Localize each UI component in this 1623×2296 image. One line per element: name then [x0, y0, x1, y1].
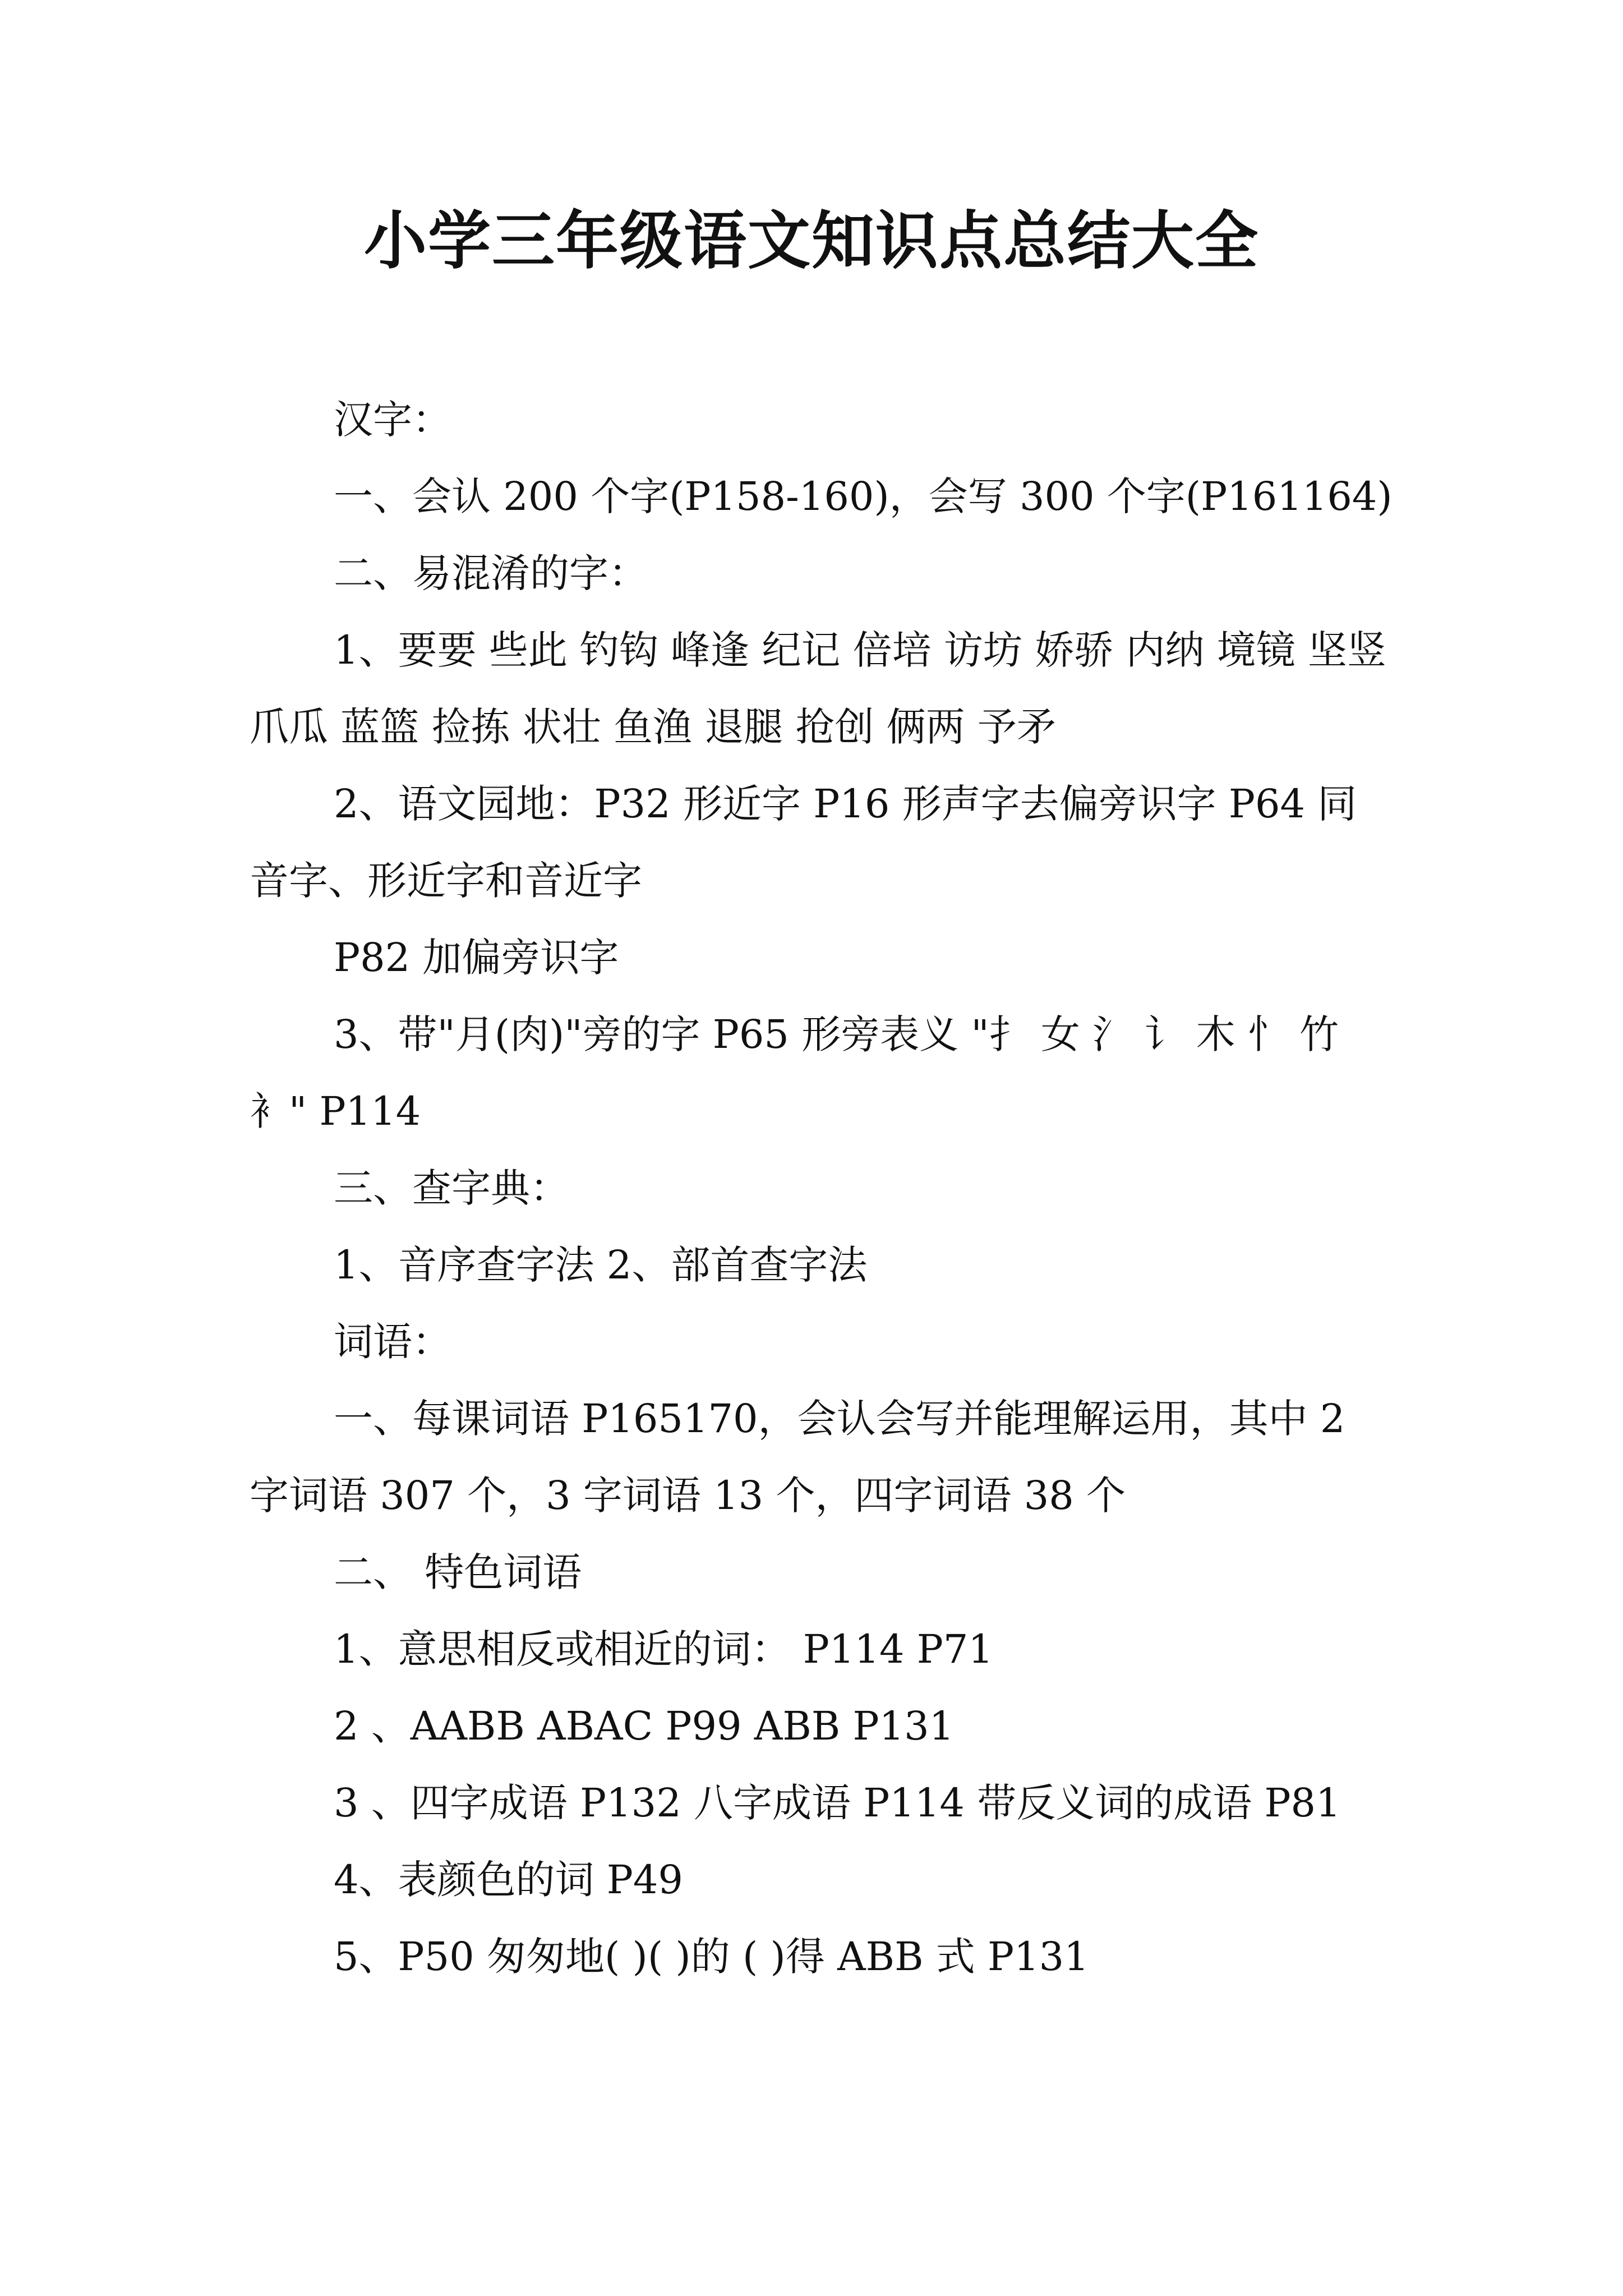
paragraph-radical-literacy: P82 加偏旁识字	[334, 935, 619, 981]
paragraph-hanzi-heading: 汉字：	[334, 397, 451, 443]
paragraph-lesson-words: 一、每课词语 P165170，会认会写并能理解运用，其中 2 字词语 307 个，3 字词语 13 个，四字词语 38 个	[250, 1396, 1345, 1519]
paragraph-hanzi-count: 一、会认 200 个字(P158-160)，会写 300 个字(P161164)	[334, 473, 1393, 519]
document-body	[250, 381, 1393, 1995]
paragraph-language-garden: 2、语文园地：P32 形近字 P16 形声字去偏旁识字 P64 同音字、形近字和音近字	[250, 781, 1357, 904]
paragraph-special-words-heading: 二、 特色词语	[334, 1549, 582, 1595]
paragraph-confusing-chars-heading: 二、易混淆的字：	[334, 550, 648, 596]
paragraph-fill-in-words: 5、P50 匆匆地( )( )的 ( )得 ABB 式 P131	[334, 1934, 1089, 1980]
paragraph-color-words: 4、表颜色的词 P49	[334, 1857, 683, 1903]
paragraph-antonyms-synonyms: 1、意思相反或相近的词： P114 P71	[334, 1626, 993, 1672]
paragraph-confusing-chars-list: 1、要要 些此 钓钩 峰逢 纪记 倍培 访坊 娇骄 内纳 境镜 坚竖 爪瓜 蓝篮 捡拣 状壮 鱼渔 退腿 抢创 俩两 予矛	[250, 627, 1387, 750]
paragraph-words-heading: 词语：	[334, 1319, 451, 1365]
paragraph-word-patterns: 2 、AABB ABAC P99 ABB P131	[334, 1703, 955, 1749]
paragraph-dictionary-heading: 三、查字典：	[334, 1165, 569, 1211]
paragraph-moon-radical: 3、带"月(肉)"旁的字 P65 形旁表义 "扌 女 氵 讠 木 忄 竹 衤" P114	[250, 1011, 1339, 1134]
paragraph-idioms: 3 、四字成语 P132 八字成语 P114 带反义词的成语 P81	[334, 1780, 1341, 1826]
paragraph-dictionary-methods: 1、音序查字法 2、部首查字法	[334, 1242, 868, 1288]
document-title: 小学三年级语文知识点总结大全	[364, 204, 1259, 278]
